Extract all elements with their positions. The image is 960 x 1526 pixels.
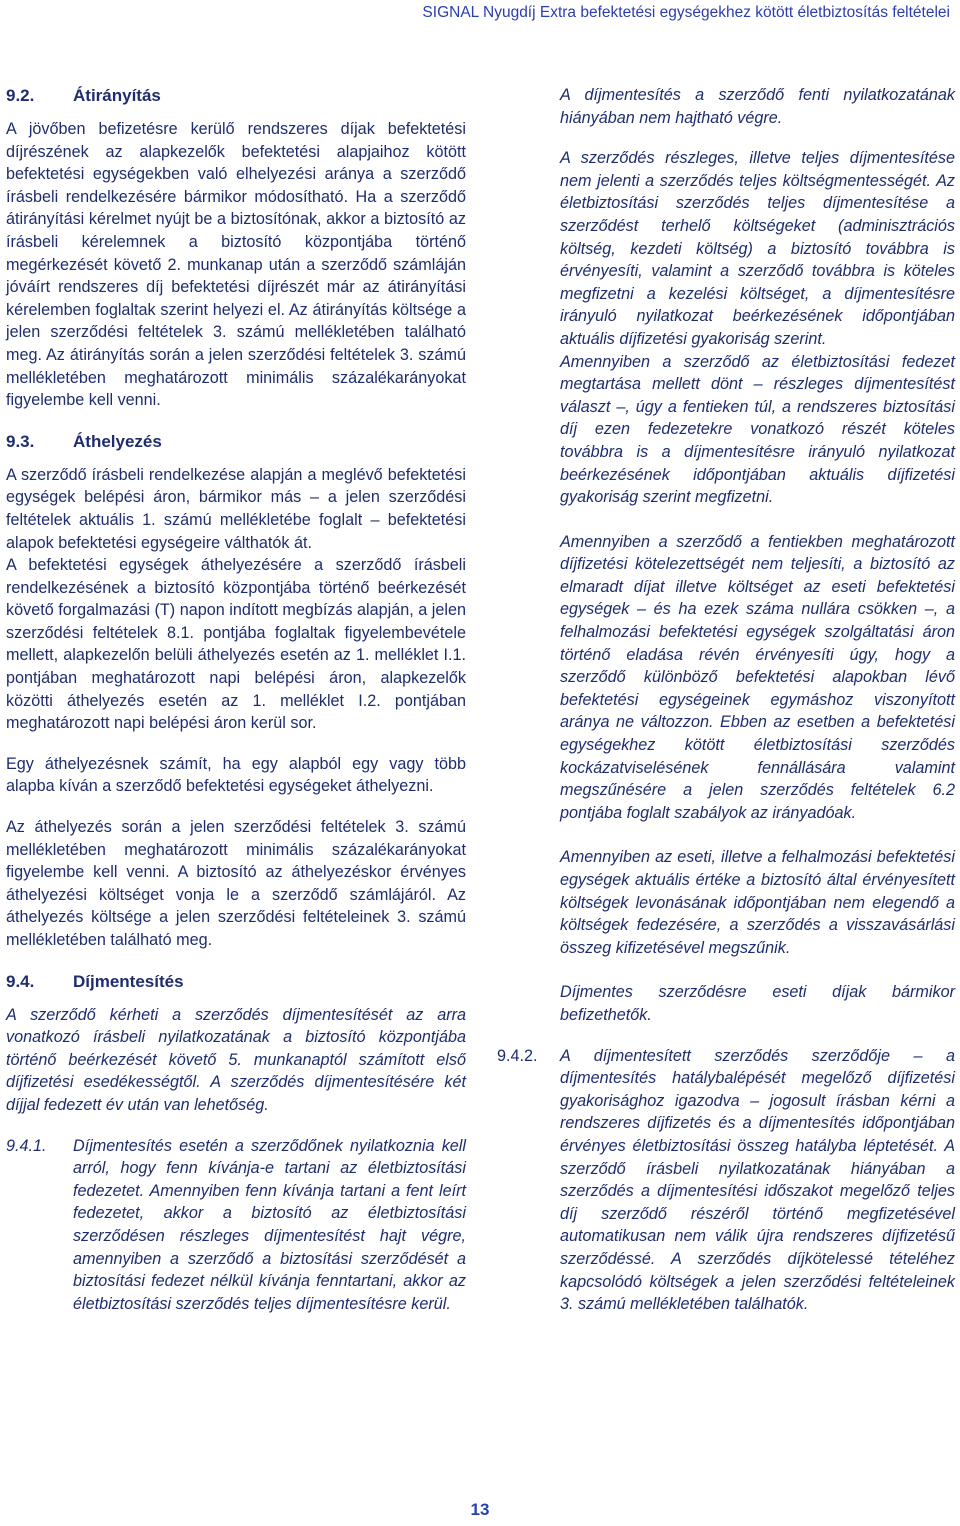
subsection-number: 9.4.1.	[6, 1136, 47, 1155]
right-paragraph-2: A szerződés részleges, illetve teljes díjmentesítése nem jelenti a szerződés teljes költségmentességét. Az életbiztosítási szerződés teljes díjmentesítése a szerződést terhelő költségeket (adminisztrációs költség, kezdeti költség) a biztosító továbbra is érvényesíti, valamint a szerződő továbbra is köteles megfizetni a kezelési költséget, a díjmentesítésre irányuló nyilatkozat beérkezésének időpontjában aktuális díjfizetési gyakoriság szerint.	[560, 149, 955, 348]
section-title: Átirányítás	[73, 86, 161, 105]
section-9-2-paragraph: A jövőben befizetésre kerülő rendszeres díjak befektetési díjrészének az alapkezelők befektetési alapjaihoz kötött befektetési egységekben való elhelyezési aránya a szerződő írásbeli rendelkezésére bármikor módosítható. Ha a szerződő átirányítási kérelmet nyújt be a biztosítónak, akkor a biztosító az írásbeli kérelemnek a biztosító központjába történő megérkezését követő 2. munkanap után a szerződő számláján jóváírt rendszeres díj befektetési díjrészét már az átirányítási kérelemben foglaltak szerint helyezi el. Az átirányítás költsége a jelen szerződési feltételek 3. számú mellékletében található meg. Az átirányítás során a jelen szerződési feltételek 3. számú mellékletében meghatározott minimális százalékarányokat figyelembe kell venni.	[6, 120, 466, 410]
section-9-3-paragraph-1: A szerződő írásbeli rendelkezése alapján a meglévő befektetési egységek belépési áron, bármikor más – a jelen szerződési feltételek aktuális 1. számú mellékletébe foglalt – befektetési alapok befektetési egységeire válthatók át.	[6, 465, 466, 552]
section-number: 9.2.	[6, 86, 35, 105]
left-column	[6, 84, 466, 1315]
right-paragraph-5: Amennyiben az eseti, illetve a felhalmozási befektetési egységek aktuális értéke a biztosító által érvényesített költségek levonásának időpontjában nem elegendő a költségek fedezésére, a szerződés a visszavásárlási összeg kifizetésével megszűnik.	[560, 848, 955, 957]
section-number: 9.4.	[6, 971, 35, 991]
section-9-3-paragraph-3: Egy áthelyezésnek számít, ha egy alapból egy vagy több alapba kíván a szerződő befektetési egységeket áthelyezni.	[6, 754, 466, 796]
section-9-4-1	[6, 1135, 466, 1316]
section-number: 9.3.	[6, 431, 35, 451]
section-9-3-paragraph-2: A befektetési egységek áthelyezésére a szerződő írásbeli rendelkezésének a biztosító központjába történő beérkezését követő forgalmazási (T) napon indított megbízás alapján, a jelen szerződési feltételek 8.1. pontjába foglaltak figyelembevétele mellett, alapkezelőn belüli áthelyezés esetén az 1. melléklet I.1. pontjában meghatározott napi belépési áron, alapkezelők közötti áthelyezés esetén az 1. melléklet I.2. pontjában meghatározott napi belépési áron kerül sor.	[6, 556, 466, 733]
subsection-text: Díjmentesítés esetén a szerződőnek nyilatkoznia kell arról, hogy fenn kívánja-e tartani az életbiztosítási fedezetet. Amennyiben fenn kívánja tartani a fent leírt fedezetet, akkor a biztosító az életbiztosítási szerződésen részleges díjmentesítést hajt végre, amennyiben a szerződő a biztosítási szerződését a biztosítási fedezet nélkül kívánja fenntartani, akkor az életbiztosítási szerződés teljes díjmentesítésre kerül.	[73, 1136, 466, 1313]
right-paragraph-6: Díjmentes szerződésre eseti díjak bármikor befizethetők.	[560, 983, 955, 1024]
section-9-4-2	[497, 1045, 955, 1316]
section-9-4-heading	[6, 970, 466, 994]
subsection-text: A díjmentesített szerződés szerződője – a díjmentesítés hatálybalépését megelőző díjfizetési gyakorisághoz igazodva – jogosult írásban kérni a rendszeres díjfizetés és a díjmentesítés időpontjában érvényes életbiztosítási összeg hatályba léptetését. A szerződő írásbeli nyilatkozatának hiányában a szerződés a díjmentesítési időszakot megelőző teljes díj szerződő részéről történő megfizetésével automatikusan nem válik újra rendszeres díjfizetésű szerződéssé. A szerződés díjkötelessé tételéhez kapcsolódó költségek a jelen szerződési feltételeinek 3. számú mellékletében találhatók.	[560, 1046, 955, 1314]
section-title: Áthelyezés	[73, 431, 162, 451]
right-column	[497, 84, 955, 1316]
section-9-2-heading	[6, 84, 466, 108]
document-header: SIGNAL Nyugdíj Extra befektetési egységekhez kötött életbiztosítás feltételei	[422, 4, 950, 21]
right-paragraph-1: A díjmentesítés a szerződő fenti nyilatkozatának hiányában nem hajtható végre.	[560, 86, 955, 127]
page-number: 13	[470, 1500, 490, 1519]
right-paragraph-4: Amennyiben a szerződő a fentiekben meghatározott díjfizetési kötelezettségét nem teljesíti, a biztosító az elmaradt díjat illetve költséget az eseti befektetési egységek – és ha ezek száma nullára csökken –, a felhalmozási befektetési egységek szolgáltatási áron történő eladása révén érvényesíti úgy, hogy a szerződő különböző befektetési alapokban lévő befektetési egységeinek egymáshoz viszonyított aránya ne változzon. Ebben az esetben a befektetési egységekhez kötött életbiztosítási szerződés kockázatviselésének fennállására valamint megszűnésére a jelen szerződés feltételek 6.2 pontjába foglalt szabályok az irányadóak.	[560, 532, 955, 822]
section-9-3-heading	[6, 430, 466, 454]
section-9-4-paragraph: A szerződő kérheti a szerződés díjmentesítését az arra vonatkozó írásbeli nyilatkozatának a biztosító központjába történő beérkezését követő 5. munkanaptól számított első díjfizetési esedékességtől. A szerződés díjmentesítésére két díjjal fedezett év után van lehetőség.	[6, 1005, 466, 1114]
subsection-number: 9.4.2.	[497, 1046, 538, 1065]
right-paragraph-3: Amennyiben a szerződő az életbiztosítási fedezet megtartása mellett dönt – részleges díjmentesítést választ –, úgy a fentieken túl, a rendszeres biztosítási díj ezen fedezetekre vonatkozó részét köteles továbbra is a díjmentesítésre irányuló nyilatkozat beérkezésének időpontjában aktuális díjfizetési gyakoriság szerint megfizetni.	[560, 352, 955, 507]
section-9-3-paragraph-4: Az áthelyezés során a jelen szerződési feltételek 3. számú mellékletében meghatározott minimális százalékarányokat figyelembe kell venni. A biztosító az áthelyezéskor érvényes áthelyezési költséget vonja le a szerződő számlájáról. Az áthelyezés költsége a jelen szerződési feltételeinek 3. számú mellékletében található meg.	[6, 818, 466, 949]
section-title: Díjmentesítés	[73, 971, 184, 991]
